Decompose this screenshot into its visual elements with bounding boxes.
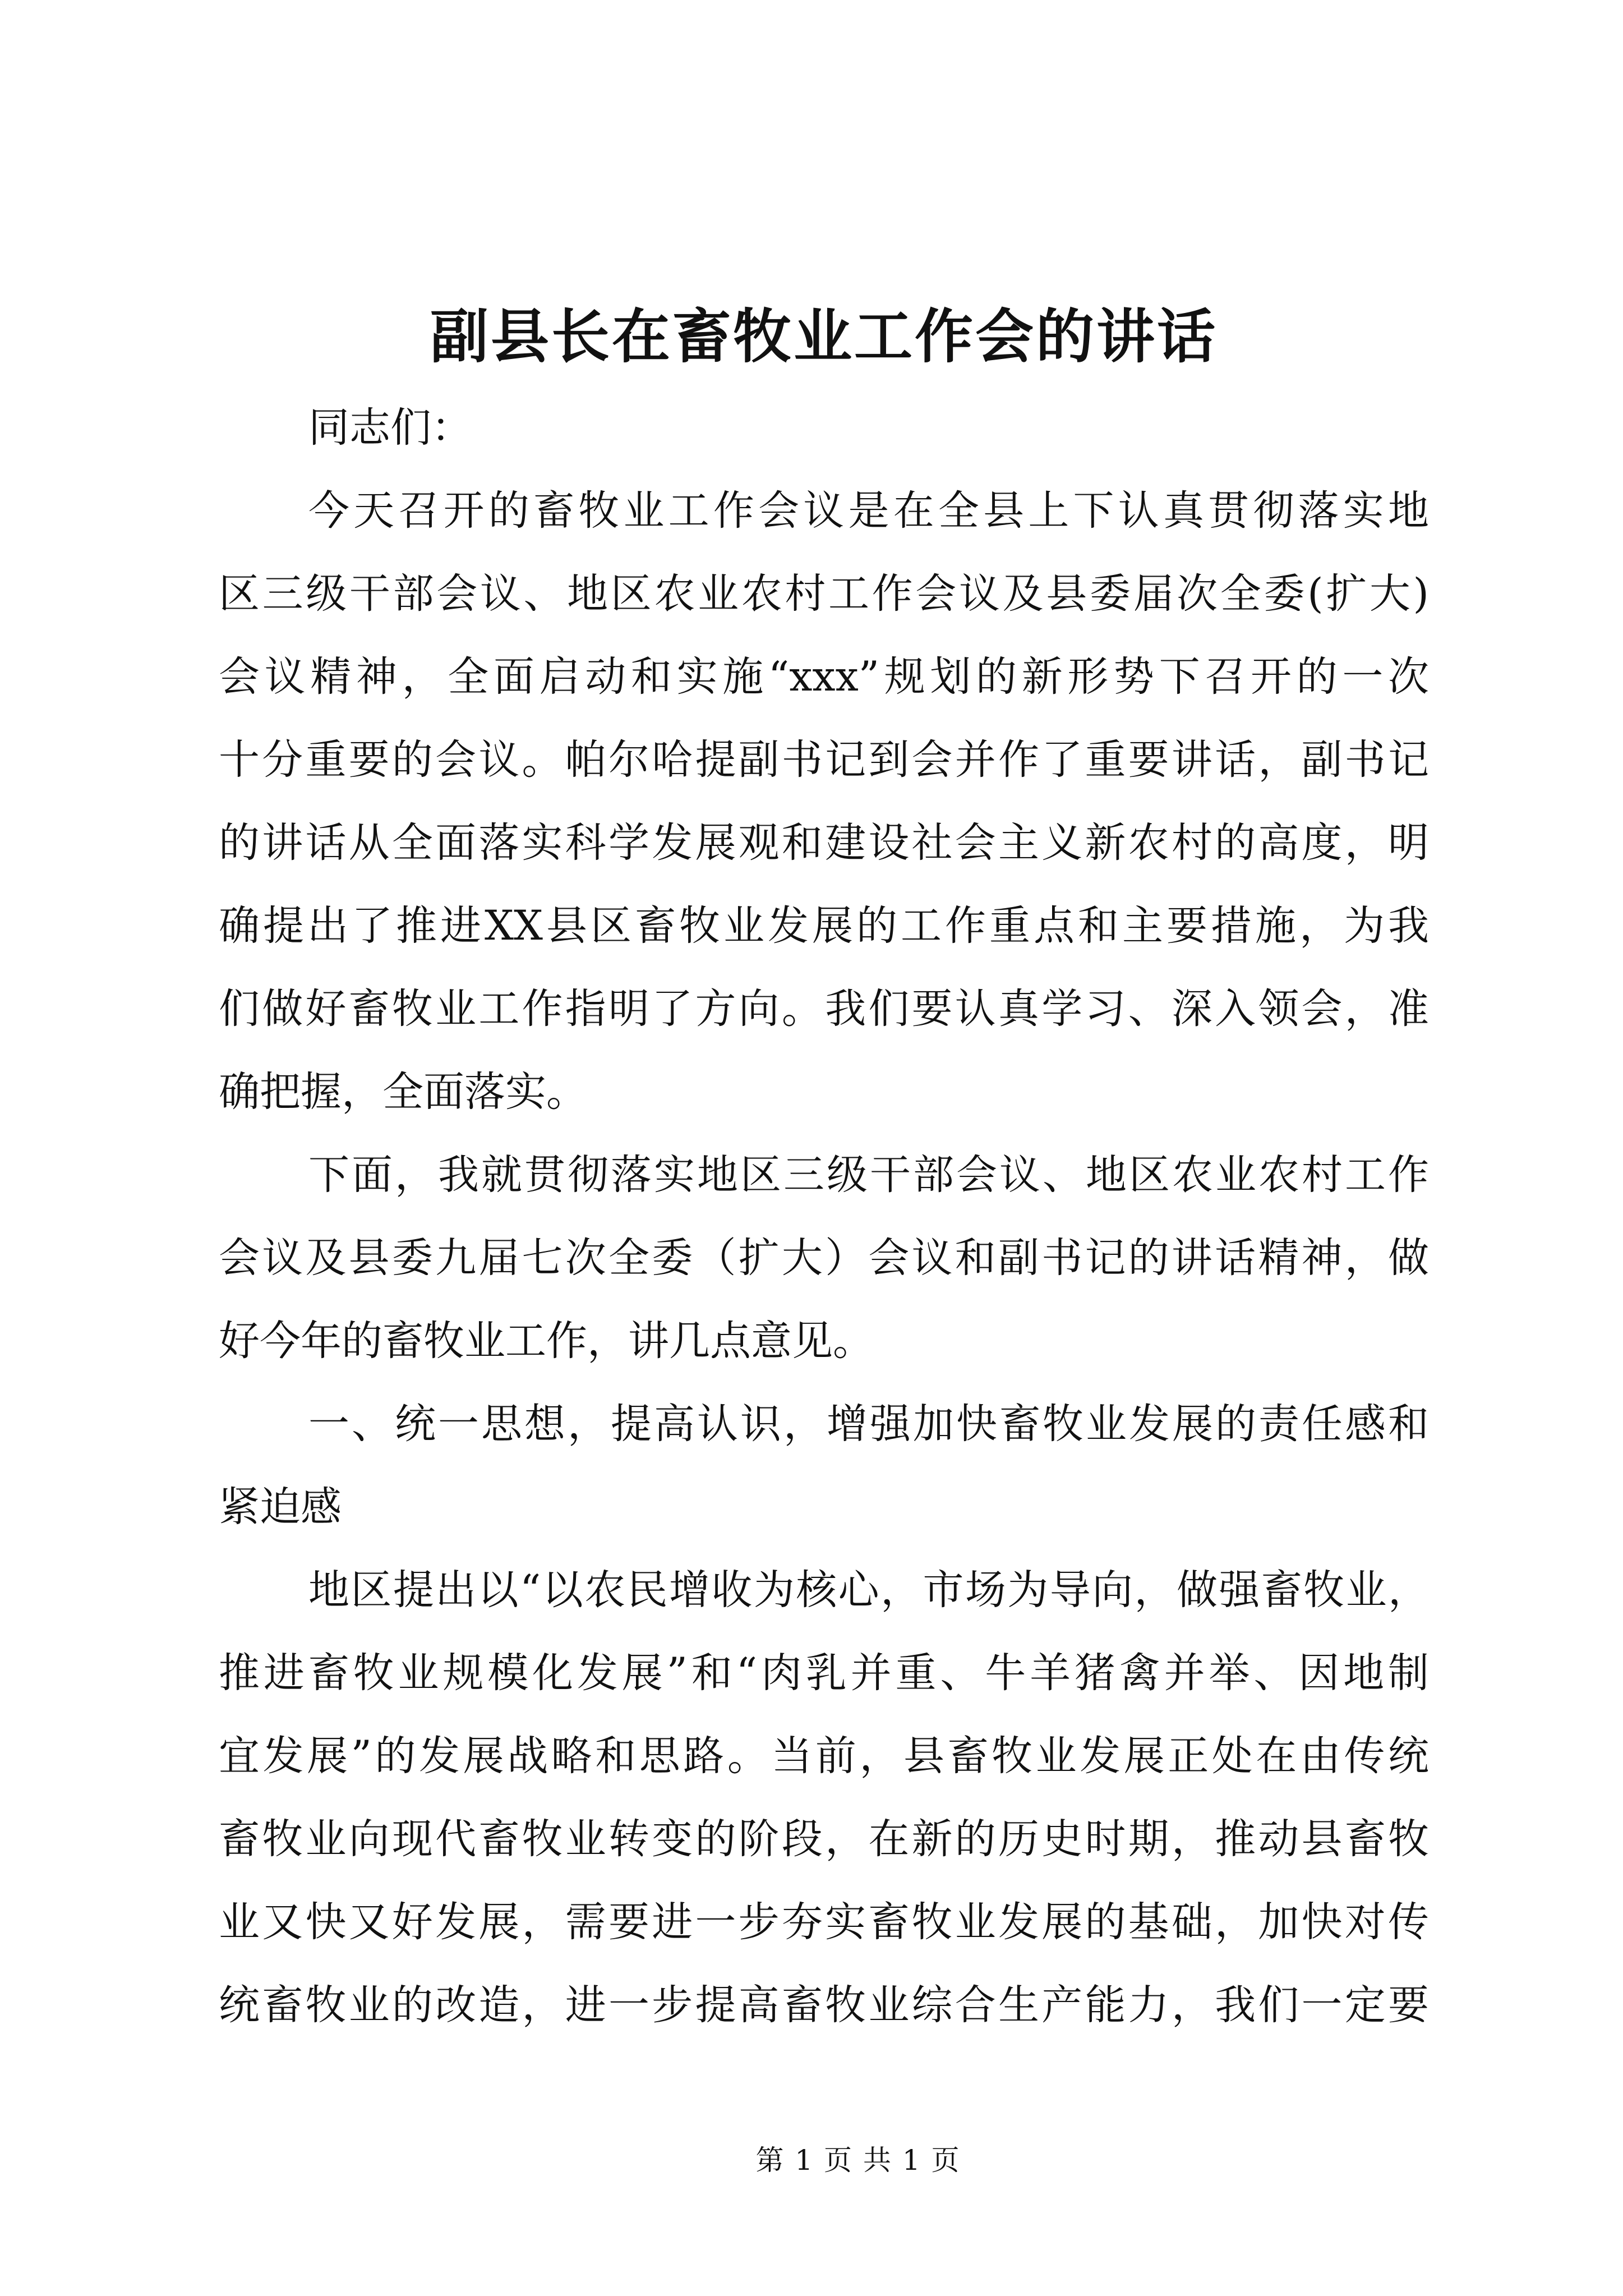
section-heading-line: 紧迫感 bbox=[219, 1483, 342, 1531]
page-number-footer: 第 1 页 共 1 页 bbox=[755, 2144, 961, 2177]
paragraph-line: 地区提出以“以农民增收为核心，市场为导向，做强畜牧业， bbox=[308, 1566, 1429, 1614]
document-title: 副县长在畜牧业工作会的讲话 bbox=[430, 302, 1218, 371]
salutation: 同志们： bbox=[308, 404, 472, 452]
paragraph-line: 好今年的畜牧业工作，讲几点意见。 bbox=[219, 1317, 874, 1365]
paragraph-line: 的讲话从全面落实科学发展观和建设社会主义新农村的高度，明 bbox=[219, 819, 1429, 867]
paragraph-line: 下面，我就贯彻落实地区三级干部会议、地区农业农村工作 bbox=[308, 1151, 1429, 1199]
paragraph-line: 十分重要的会议。帕尔哈提副书记到会并作了重要讲话，副书记 bbox=[219, 736, 1429, 784]
paragraph-line: 业又快又好发展，需要进一步夯实畜牧业发展的基础，加快对传 bbox=[219, 1898, 1429, 1946]
paragraph bbox=[219, 1134, 1429, 1383]
paragraph-line: 今天召开的畜牧业工作会议是在全县上下认真贯彻落实地 bbox=[308, 487, 1429, 535]
paragraph-line: 畜牧业向现代畜牧业转变的阶段，在新的历史时期，推动县畜牧 bbox=[219, 1815, 1429, 1863]
paragraph bbox=[219, 470, 1429, 1134]
paragraph bbox=[219, 1549, 1429, 2047]
paragraph-line: 推进畜牧业规模化发展”和“肉乳并重、牛羊猪禽并举、因地制 bbox=[219, 1649, 1429, 1697]
paragraph-line: 会议及县委九届七次全委（扩大）会议和副书记的讲话精神，做 bbox=[219, 1234, 1429, 1282]
paragraph-line: 们做好畜牧业工作指明了方向。我们要认真学习、深入领会，准 bbox=[219, 985, 1429, 1033]
paragraph-line: 统畜牧业的改造，进一步提高畜牧业综合生产能力，我们一定要 bbox=[219, 1981, 1429, 2029]
paragraph-line: 会议精神，全面启动和实施“xxx”规划的新形势下召开的一次 bbox=[219, 653, 1429, 701]
section-heading bbox=[219, 1383, 1429, 1549]
paragraph-line: 区三级干部会议、地区农业农村工作会议及县委届次全委(扩大) bbox=[219, 570, 1429, 618]
paragraph-line: 确提出了推进XX县区畜牧业发展的工作重点和主要措施，为我 bbox=[219, 902, 1429, 950]
document-body bbox=[219, 386, 1429, 2047]
paragraph-line: 宜发展”的发展战略和思路。当前，县畜牧业发展正处在由传统 bbox=[219, 1732, 1429, 1780]
section-heading-line: 一、统一思想，提高认识，增强加快畜牧业发展的责任感和 bbox=[308, 1400, 1429, 1448]
paragraph-line: 确把握，全面落实。 bbox=[219, 1068, 587, 1116]
